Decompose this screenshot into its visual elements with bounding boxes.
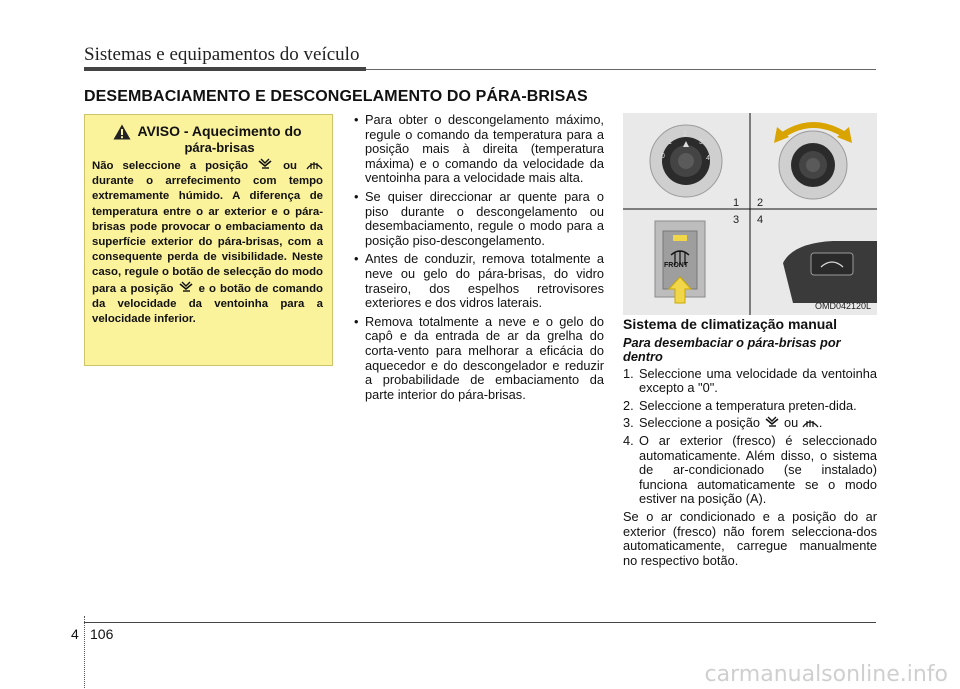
step-item [623, 416, 877, 431]
step-text: Seleccione uma velocidade da ventoinha excepto a "0". [639, 365, 877, 396]
running-header: Sistemas e equipamentos do veículo [84, 44, 360, 65]
step-number: 3. [623, 415, 634, 431]
chapter-number: 4 [71, 626, 79, 642]
figure-label-4: 4 [757, 214, 764, 226]
steps-list [623, 367, 877, 507]
step-text-b: ou [780, 415, 802, 431]
figure-label-2: 2 [757, 197, 764, 209]
knob-number-1: 1 [668, 139, 672, 146]
bullet-item: • Antes de conduzir, remova totalmente a neve ou gelo do pára-brisas, do vidro traseiro, dos espelhos retrovisores exteriores e dos vidros laterais. [352, 252, 604, 310]
step-text [639, 416, 877, 431]
figure-label-3: 3 [733, 214, 740, 226]
climate-figure-illustration [623, 113, 877, 315]
footer-divider [84, 616, 86, 688]
floor-defrost-icon [257, 158, 274, 170]
warning-text-1: Não seleccione a posição [92, 160, 258, 172]
bullet-item: • Para obter o descongelamento máximo, regule o comando da temperatura para a posição mais à direita (temperatura máxima) e o comando da velocidade da ventoinha para a velocidade mais alta. [352, 113, 604, 186]
step-number: 2. [623, 397, 634, 413]
temperature-knob-icon [779, 131, 847, 199]
step-text-c: . [818, 415, 823, 431]
step-number: 1. [623, 365, 634, 381]
defrost-icon [802, 416, 819, 428]
subsection-subtitle: Para desembaciar o pára-brisas por dentro [623, 334, 841, 364]
defrost-icon [306, 158, 323, 170]
floor-defrost-icon [178, 281, 195, 293]
figure-code: OMD042120L [814, 301, 871, 311]
floor-defrost-icon [764, 416, 781, 428]
page-number: 106 [90, 626, 114, 642]
warning-triangle-icon [113, 124, 131, 140]
footer-rule [84, 622, 876, 623]
warning-body [92, 158, 323, 327]
header-rule-thin [366, 69, 876, 70]
manual-climate-section [623, 315, 877, 568]
warning-header [92, 123, 323, 156]
step-text: O ar exterior (fresco) é seleccionado automaticamente. Além disso, o sistema de ar-condicionado (se instalado) funciona automaticamente se o modo estiver na posição (A). [639, 432, 877, 507]
knob-number-4: 4 [706, 155, 710, 162]
step-number: 4. [623, 432, 634, 448]
bullet-item: • Se quiser direccionar ar quente para o piso durante o descongelamento ou desembaciamento, regule o modo para a posição piso-descongelamento. [352, 190, 604, 248]
warning-text-2: ou [283, 160, 306, 172]
warning-text-3: durante o arrefecimento com tempo extremamente húmido. A diferença de temperatura entre o ar exterior e o pára-brisas pode provocar o embaciamento da superfície exterior do pára-brisas, com a consequente perda de visibilidade. Neste caso, regule o botão de selecção do modo para a posição [92, 175, 323, 295]
step-item [623, 367, 877, 396]
front-label: FRONT [664, 262, 689, 269]
step-item [623, 399, 877, 414]
section-title: DESEMBACIAMENTO E DESCONGELAMENTO DO PÁRA-BRISAS [84, 88, 588, 105]
step-text-a: Seleccione a posição [639, 415, 764, 431]
knob-number-2: 2 [683, 131, 687, 138]
warning-label: AVISO [137, 123, 180, 139]
warning-box [84, 114, 333, 366]
warning-title-line2: pára-brisas [184, 140, 255, 155]
warning-text-4: e o botão de comando da velocidade da ventoinha para a velocidade inferior. [92, 282, 323, 326]
step-text: Seleccione a temperatura preten-dida. [639, 397, 857, 413]
warning-title-line1: - Aquecimento do [179, 123, 302, 139]
watermark: carmanualsonline.info [704, 662, 948, 687]
bullet-list-column [352, 113, 604, 406]
bullet-item: • Remova totalmente a neve e o gelo do capô e da entrada de ar da grelha do corta-vento para melhorar a eficácia do aquecedor e do descongelador e reduzir a probabilidade de embaciamento da parte interior do pára-brisas. [352, 315, 604, 403]
knob-number-3: 3 [699, 139, 703, 146]
knob-number-0: 0 [661, 153, 665, 160]
header-rule [84, 67, 366, 71]
subsection-title: Sistema de climatização manual [623, 316, 837, 332]
figure-label-1: 1 [733, 197, 740, 209]
climate-control-figure [623, 113, 877, 315]
step-item [623, 434, 877, 507]
warning-title [137, 123, 301, 156]
note-paragraph: Se o ar condicionado e a posição do ar exterior (fresco) não forem selecciona-dos automaticamente, carregue manualmente no respectivo botão. [623, 508, 877, 568]
